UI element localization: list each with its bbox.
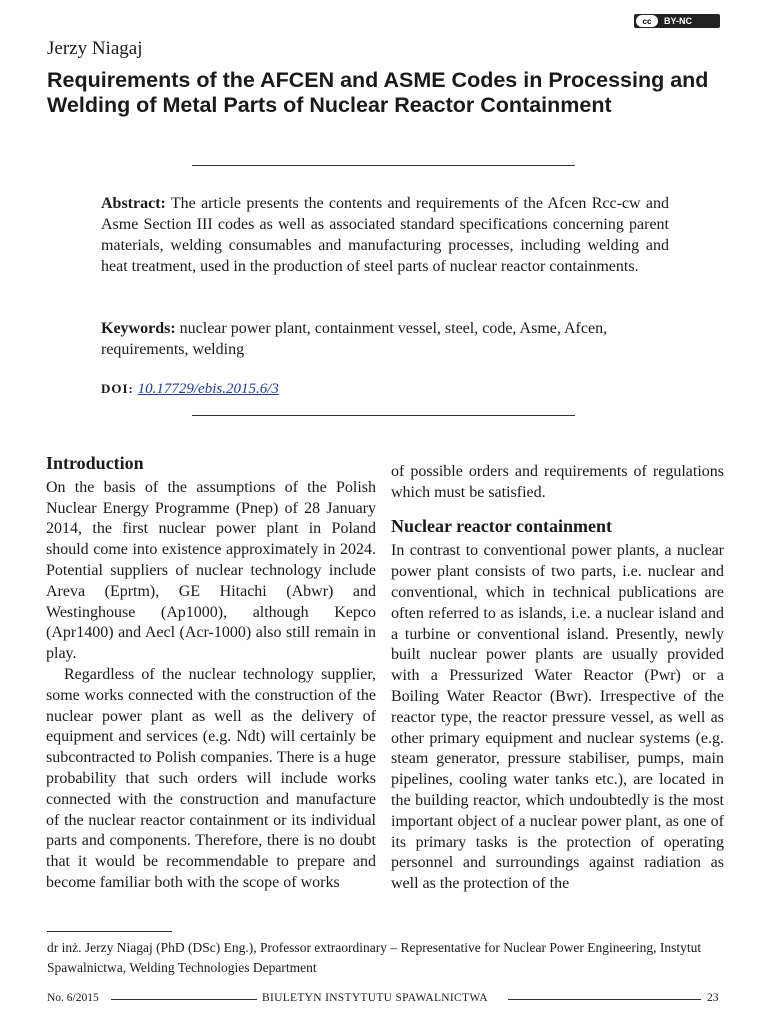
containment-heading: Nuclear reactor containment bbox=[391, 515, 612, 536]
doi bbox=[101, 381, 279, 398]
continuation-text: of possible orders and requirements of regulations which must be satisfied. bbox=[391, 463, 724, 501]
license-badge bbox=[634, 14, 720, 28]
footer-line-right bbox=[508, 999, 701, 1000]
keywords bbox=[101, 318, 669, 360]
bottom-divider bbox=[192, 415, 575, 416]
abstract bbox=[101, 193, 669, 277]
abstract-label: Abstract: bbox=[101, 195, 166, 212]
author-footnote: dr inż. Jerzy Niagaj (PhD (DSc) Eng.), Professor extraordinary – Representative for Nuclear Power Engineering, Instytut Spawalnictwa, Welding Technologies Department bbox=[47, 940, 702, 975]
left-column bbox=[46, 453, 376, 894]
footer-journal: BIULETYN INSTYTUTU SPAWALNICTWA bbox=[262, 992, 488, 1004]
intro-paragraph-2: Regardless of the nuclear technology supplier, some works connected with the construction of the nuclear power plant as well as the delivery of equipment and services (e.g. Ndt) will certainly be subcontracted to Polish companies. There is a huge probability that such orders will include works connected with the construction and manufacture of the nuclear reactor containment or its individual parts and components. Therefore, there is no doubt that it would be recommendable to prepare and become familiar both with the scope of works bbox=[46, 665, 376, 891]
keywords-label: Keywords: bbox=[101, 320, 176, 337]
footnote-rule bbox=[47, 931, 172, 932]
keywords-text: nuclear power plant, containment vessel, steel, code, Asme, Afcen, requirements, welding bbox=[101, 320, 608, 358]
intro-heading: Introduction bbox=[46, 453, 144, 473]
footer-issue: No. 6/2015 bbox=[47, 992, 99, 1004]
doi-link[interactable]: 10.17729/ebis.2015.6/3 bbox=[137, 381, 279, 397]
cc-icon: cc bbox=[636, 15, 658, 27]
abstract-text: The article presents the contents and requirements of the Afcen Rcc-cw and Asme Section III codes as well as associated standard specifications concerning parent materials, welding consumables and manufacturing processes, including welding and heat treatment, used in the production of steel parts of nuclear reactor containments. bbox=[101, 195, 669, 275]
footer-line-left bbox=[111, 999, 257, 1000]
license-label: BY-NC bbox=[664, 16, 693, 26]
doi-label: DOI: bbox=[101, 381, 134, 396]
author-name: Jerzy Niagaj bbox=[47, 38, 143, 59]
article-title: Requirements of the AFCEN and ASME Codes in Processing and Welding of Metal Parts of Nuclear Reactor Containment bbox=[47, 68, 709, 117]
containment-paragraph: In contrast to conventional power plants, a nuclear power plant consists of two parts, i.e. nuclear and conventional, which in technical publications are often referred to as islands, i.e. a nuclear island and a turbine or conventional island. Presently, newly built nuclear power plants are usually provided with a Pressurized Water Reactor (Pwr) or a Boiling Water Reactor (Bwr). Irrespective of the reactor type, the reactor pressure vessel, as well as other primary equipment and nuclear systems (e.g. steam generator, pressure stabiliser, pumps, main pipelines, cooling water tanks etc.), are located in the building reactor, which undoubtedly is the most important object of a nuclear power plant, as one of its primary tasks is the protection of operating personnel and surroundings against radiation as well as the protection of the bbox=[391, 542, 724, 893]
intro-paragraph-1: On the basis of the assumptions of the Polish Nuclear Energy Programme (Pnep) of 28 January 2014, the first nuclear power plant in Poland should come into existence approximately in 2024. Potential suppliers of nuclear technology include Areva (Eprtm), GE Hitachi (Abwr) and Westinghouse (Ap1000), although Kepco (Apr1400) and Aecl (Acr-1000) also still remain in play. bbox=[46, 478, 376, 663]
right-column bbox=[391, 462, 724, 895]
page-number: 23 bbox=[707, 992, 719, 1004]
top-divider bbox=[192, 165, 575, 166]
